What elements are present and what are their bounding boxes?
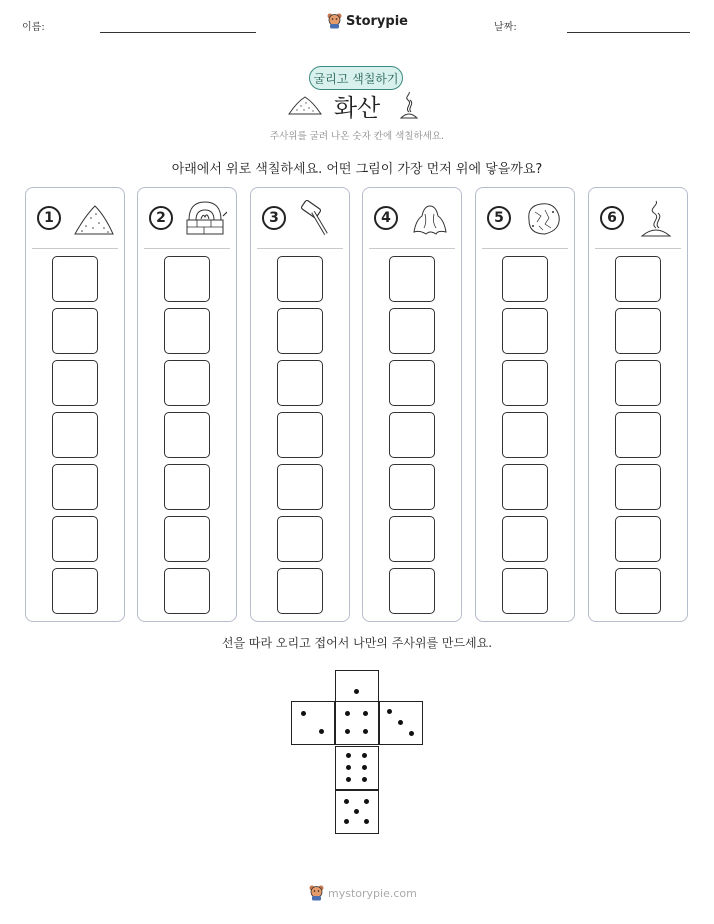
die-pip <box>364 799 369 804</box>
die-pip <box>387 709 392 714</box>
column-divider <box>595 248 681 249</box>
color-cell[interactable] <box>615 568 661 614</box>
die-pip <box>363 711 368 716</box>
color-cell[interactable] <box>502 308 548 354</box>
column-divider <box>257 248 343 249</box>
die-face-5 <box>335 790 379 834</box>
color-cell[interactable] <box>502 464 548 510</box>
hammer-icon <box>296 198 340 240</box>
race-column-6 <box>588 187 688 622</box>
brand-logo <box>327 13 408 29</box>
color-cell[interactable] <box>164 256 210 302</box>
column-number: 3 <box>262 206 286 230</box>
brand-name: Storypie <box>346 13 408 29</box>
die-pip <box>345 711 350 716</box>
column-number: 2 <box>149 206 173 230</box>
column-number: 6 <box>600 206 624 230</box>
color-cell[interactable] <box>52 516 98 562</box>
die-face-3 <box>379 701 423 745</box>
bear-icon <box>309 885 324 901</box>
color-cell[interactable] <box>52 360 98 406</box>
die-face-6 <box>335 746 379 790</box>
color-cell[interactable] <box>277 516 323 562</box>
die-pip <box>345 729 350 734</box>
race-column-4 <box>362 187 462 622</box>
color-cell[interactable] <box>277 568 323 614</box>
die-pip <box>362 753 367 758</box>
color-cell[interactable] <box>164 412 210 458</box>
color-cell[interactable] <box>389 256 435 302</box>
die-pip <box>319 729 324 734</box>
color-cell[interactable] <box>52 568 98 614</box>
die-pip <box>362 765 367 770</box>
die-face-2 <box>291 701 335 745</box>
lava-flow-icon <box>408 198 452 240</box>
column-divider <box>32 248 118 249</box>
color-cell[interactable] <box>277 256 323 302</box>
color-cell[interactable] <box>389 412 435 458</box>
color-cell[interactable] <box>389 568 435 614</box>
color-cell[interactable] <box>164 464 210 510</box>
smoke-vent-icon <box>398 90 420 120</box>
color-cell[interactable] <box>615 464 661 510</box>
color-cell[interactable] <box>502 516 548 562</box>
date-field[interactable] <box>567 32 690 33</box>
race-column-1 <box>25 187 125 622</box>
die-pip <box>346 753 351 758</box>
die-pip <box>301 711 306 716</box>
race-column-5 <box>475 187 575 622</box>
page-title: 화산 <box>333 94 381 122</box>
color-cell[interactable] <box>52 464 98 510</box>
smoke-vent-icon <box>634 198 678 240</box>
bear-icon <box>327 13 342 29</box>
column-divider <box>369 248 455 249</box>
die-pip <box>354 689 359 694</box>
column-number: 4 <box>374 206 398 230</box>
die-pip <box>363 729 368 734</box>
color-cell[interactable] <box>389 360 435 406</box>
color-cell[interactable] <box>164 308 210 354</box>
die-pip <box>346 777 351 782</box>
color-cell[interactable] <box>164 360 210 406</box>
color-cell[interactable] <box>615 308 661 354</box>
color-cell[interactable] <box>389 308 435 354</box>
column-divider <box>144 248 230 249</box>
color-cell[interactable] <box>502 256 548 302</box>
color-cell[interactable] <box>277 412 323 458</box>
die-pip <box>344 799 349 804</box>
color-cell[interactable] <box>52 308 98 354</box>
column-number: 1 <box>37 206 61 230</box>
color-cell[interactable] <box>502 360 548 406</box>
color-cell[interactable] <box>615 256 661 302</box>
ash-pile-icon <box>71 198 115 240</box>
color-cell[interactable] <box>52 412 98 458</box>
name-field[interactable] <box>100 32 256 33</box>
fold-instruction: 선을 따라 오리고 접어서 나만의 주사위를 만드세요. <box>221 636 493 650</box>
die-pip <box>344 819 349 824</box>
color-cell[interactable] <box>389 516 435 562</box>
date-label: 날짜: <box>494 22 517 33</box>
color-cell[interactable] <box>277 464 323 510</box>
instruction: 아래에서 위로 색칠하세요. 어떤 그림이 가장 먼저 위에 닿을까요? <box>171 162 543 177</box>
race-column-3 <box>250 187 350 622</box>
subtitle: 주사위를 굴려 나온 숫자 칸에 색칠하세요. <box>269 131 445 142</box>
footer-site: mystorypie.com <box>328 886 417 900</box>
volcanic-rock-icon <box>521 198 565 240</box>
color-cell[interactable] <box>615 360 661 406</box>
color-cell[interactable] <box>615 412 661 458</box>
color-cell[interactable] <box>502 568 548 614</box>
color-cell[interactable] <box>52 256 98 302</box>
column-number: 5 <box>487 206 511 230</box>
die-pip <box>362 777 367 782</box>
color-cell[interactable] <box>502 412 548 458</box>
stone-furnace-icon <box>183 198 227 240</box>
column-divider <box>482 248 568 249</box>
die-pip <box>409 731 414 736</box>
die-pip <box>364 819 369 824</box>
name-label: 이름: <box>22 22 45 33</box>
die-face-4 <box>335 701 379 745</box>
color-cell[interactable] <box>164 568 210 614</box>
die-pip <box>354 809 359 814</box>
color-cell[interactable] <box>615 516 661 562</box>
activity-tag: 굴리고 색칠하기 <box>309 66 403 90</box>
color-cell[interactable] <box>389 464 435 510</box>
race-column-2 <box>137 187 237 622</box>
color-cell[interactable] <box>277 360 323 406</box>
color-cell[interactable] <box>277 308 323 354</box>
die-pip <box>398 720 403 725</box>
color-cell[interactable] <box>164 516 210 562</box>
footer <box>309 885 417 901</box>
die-pip <box>346 765 351 770</box>
